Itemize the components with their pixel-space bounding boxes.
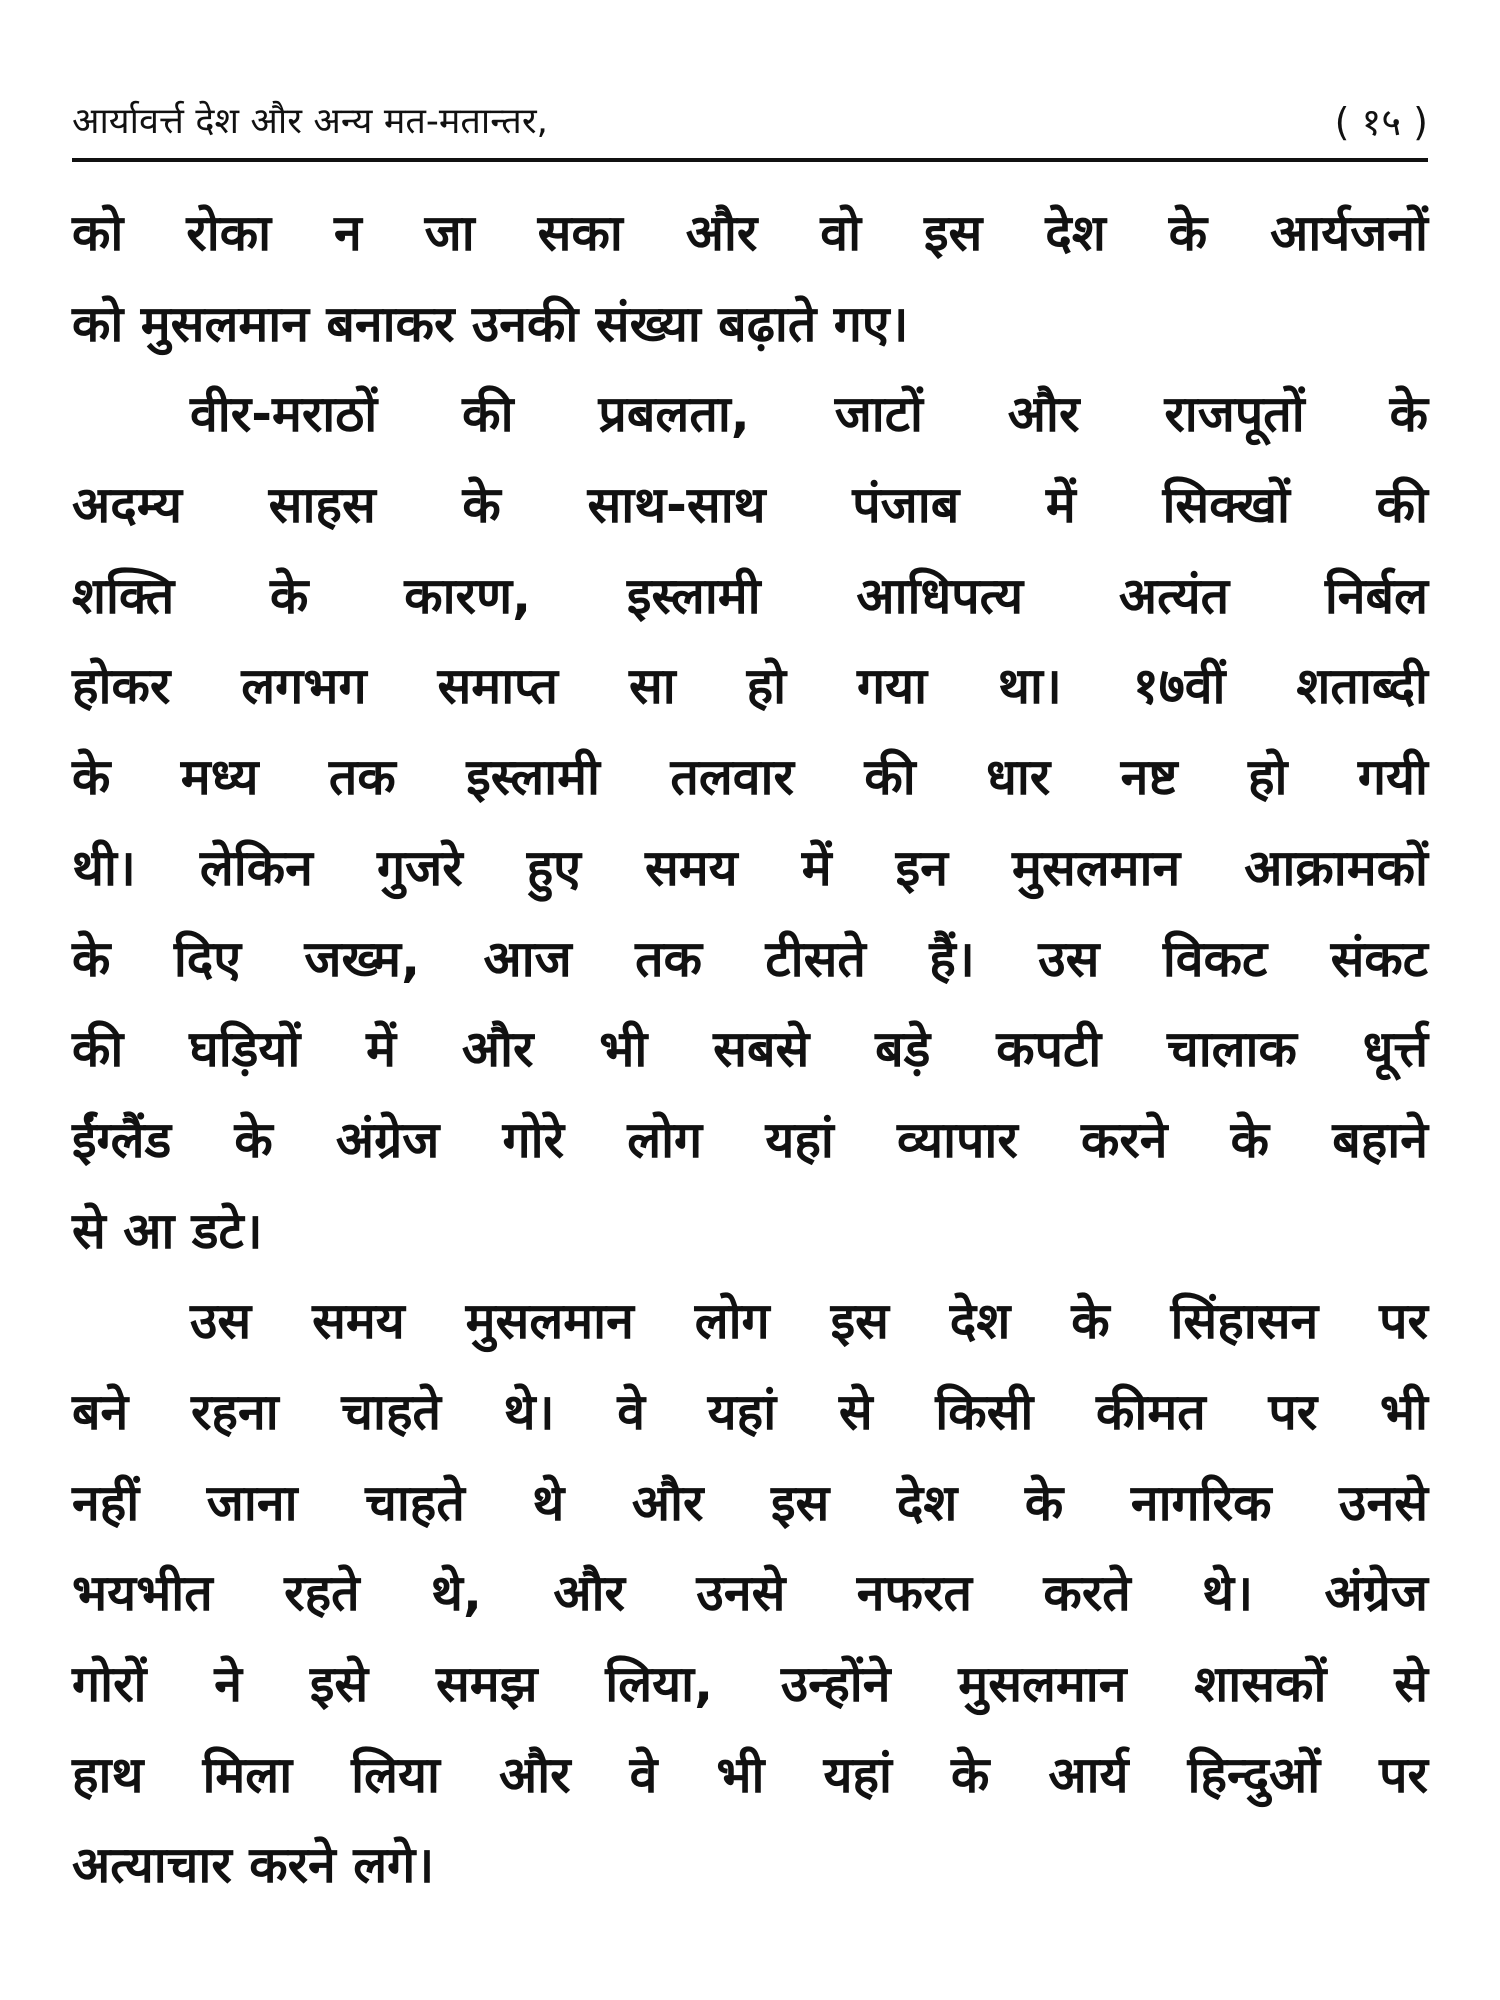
text-line: बने रहना चाहते थे। वे यहां से किसी कीमत पर भी	[72, 1382, 1428, 1441]
text-line: शक्ति के कारण, इस्लामी आधिपत्य अत्यंत निर्बल	[72, 566, 1428, 625]
text-line: को मुसलमान बनाकर उनकी संख्या बढ़ाते गए।	[72, 294, 909, 353]
text-line: थी। लेकिन गुजरे हुए समय में इन मुसलमान आक्रामकों	[72, 838, 1428, 897]
text-line: भयभीत रहते थे, और उनसे नफरत करते थे। अंग्रेज	[72, 1564, 1428, 1623]
text-line: अदम्य साहस के साथ-साथ पंजाब में सिक्खों की	[72, 476, 1428, 535]
text-line: से आ डटे।	[72, 1201, 263, 1260]
text-line: के दिए जख्म, आज तक टीसते हैं। उस विकट संकट	[72, 929, 1428, 988]
page-number: ( १५ )	[1334, 100, 1428, 144]
running-title: आर्यावर्त्त देश और अन्य मत-मतान्तर,	[72, 101, 548, 142]
text-line: नहीं जाना चाहते थे और इस देश के नागरिक उनसे	[72, 1473, 1428, 1532]
page-header	[72, 92, 1428, 152]
text-line: ईंग्लैंड के अंग्रेज गोरे लोग यहां व्यापार करने के बहाने	[72, 1110, 1428, 1169]
text-line: को रोका न जा सका और वो इस देश के आर्यजनों	[72, 204, 1428, 262]
text-line: के मध्य तक इस्लामी तलवार की धार नष्ट हो गयी	[72, 748, 1428, 807]
header-divider	[72, 158, 1428, 162]
body-text	[72, 188, 1428, 1911]
text-line: की घड़ियों में और भी सबसे बड़े कपटी चालाक धूर्त्त	[72, 1020, 1428, 1079]
text-line: उस समय मुसलमान लोग इस देश के सिंहासन पर	[190, 1292, 1428, 1351]
text-line: हाथ मिला लिया और वे भी यहां के आर्य हिन्दुओं पर	[72, 1745, 1428, 1804]
text-line: होकर लगभग समाप्त सा हो गया था। १७वीं शताब्दी	[72, 657, 1428, 716]
text-line: अत्याचार करने लगे।	[72, 1836, 435, 1895]
text-line: वीर-मराठों की प्रबलता, जाटों और राजपूतों के	[190, 385, 1428, 444]
text-line: गोरों ने इसे समझ लिया, उन्होंने मुसलमान शासकों से	[72, 1655, 1428, 1713]
